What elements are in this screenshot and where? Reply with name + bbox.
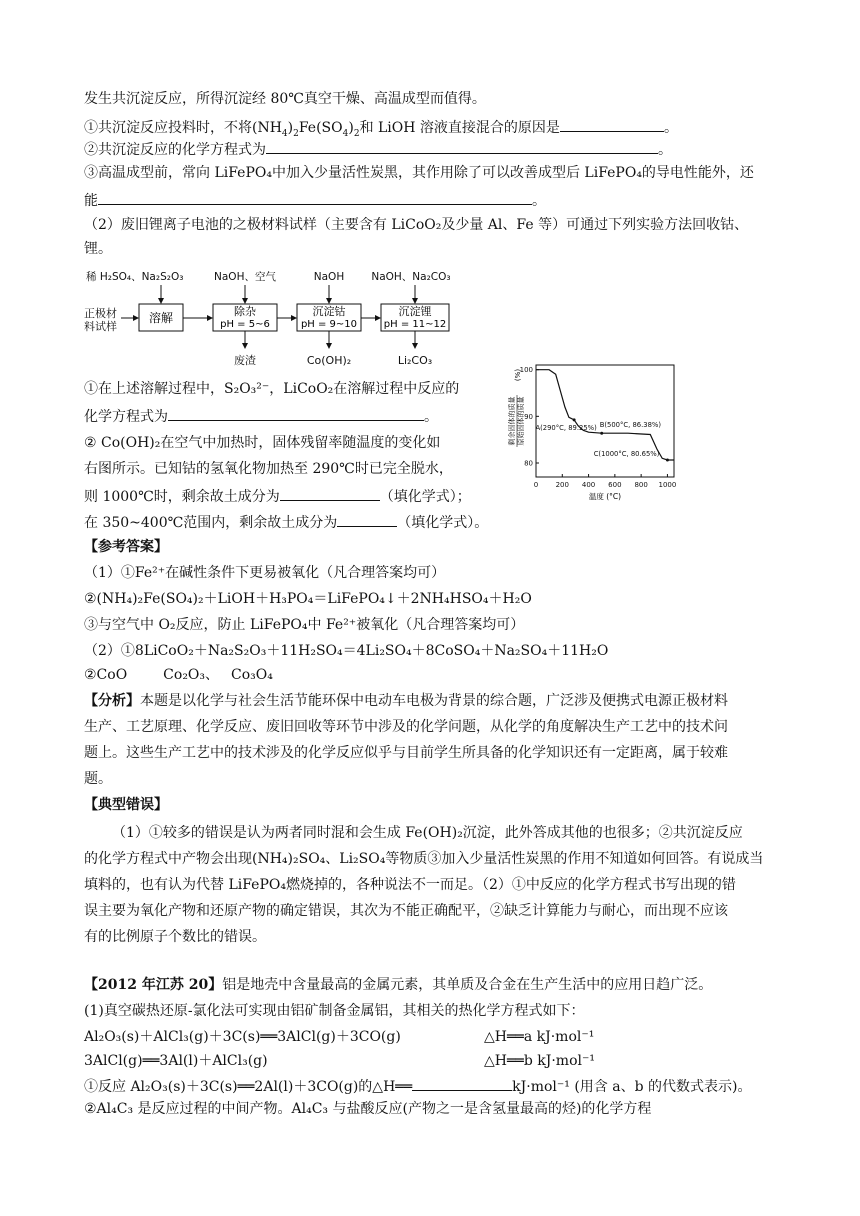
x-tick-label: 1000 — [658, 481, 677, 489]
text-segment: 能 — [84, 193, 98, 209]
text-segment: （填化学式）。 — [397, 515, 489, 531]
y-tick-label: 80 — [524, 459, 533, 468]
data-point — [573, 418, 576, 421]
flow-reagent: 稀 H₂SO₄、Na₂S₂O₃ — [86, 271, 184, 283]
text-segment: ) — [287, 120, 294, 136]
text-segment: ②共沉淀反应的化学方程式为 — [84, 142, 266, 158]
flow-box-label: pH = 9~10 — [300, 319, 358, 330]
y-axis-label: 原始固体的质量 — [517, 396, 525, 446]
answer-blank[interactable] — [412, 1076, 512, 1091]
text-line: 右图所示。已知钴的氢氧化物加热至 290℃时已完全脱水， — [84, 461, 453, 477]
text-line: ②Al₄C₃ 是反应过程的中间产物。Al₄C₃ 与盐酸反应(产物之一是含氢量最高的烃)的化学方程 — [84, 1101, 652, 1117]
process-flowchart — [84, 266, 484, 378]
question-title: 【2012 年江苏 20】 — [84, 977, 223, 993]
flow-box-label: 除杂 — [234, 305, 256, 318]
point-label: A(290°C, 89.25%) — [535, 423, 597, 432]
text-segment: 和 LiOH 溶液直接混合的原因是 — [359, 120, 560, 136]
point-label: B(500°C, 86.38%) — [599, 421, 662, 430]
question-line: 能 。 — [84, 190, 546, 210]
flow-reagent: NaOH、空气 — [214, 271, 276, 283]
answer-blank[interactable] — [266, 139, 658, 154]
analysis-line: 题。 — [84, 771, 112, 787]
flow-box-label: pH = 11~12 — [383, 319, 447, 330]
answer-blank[interactable] — [280, 486, 380, 501]
answer-heading: 【参考答案】 — [84, 539, 168, 555]
text-line: ①在上述溶解过程中，S₂O₃²⁻，LiCoO₂在溶解过程中反应的 — [84, 381, 460, 397]
text-line: （2）废旧锂离子电池的之极材料试样（主要含有 LiCoO₂及少量 Al、Fe 等）可通过下列实验方法回收钴、 — [84, 217, 749, 233]
text-line: 发生共沉淀反应，所得沉淀经 80℃真空干燥、高温成型而值得。 — [84, 91, 486, 107]
text-segment: ) — [348, 120, 354, 136]
chart-series — [536, 370, 674, 460]
answer-line: （1）①Fe²⁺在碱性条件下更易被氧化（凡合理答案均可） — [84, 565, 446, 581]
data-point — [600, 432, 603, 435]
flow-input-label: 正极材 — [84, 307, 117, 320]
text-segment: ②CoO — [84, 667, 128, 683]
x-tick-label: 0 — [533, 481, 539, 489]
text-line: ③高温成型前，常向 LiFePO₄中加入少量活性炭黑，其作用除了可以改善成型后 LiFePO₄的导电性能外，还 — [84, 165, 754, 181]
answer-blank[interactable] — [98, 190, 532, 205]
errors-line: 误主要为氧化产物和还原产物的确定错误，其次为不能正确配平，②缺乏计算能力与耐心，而出现不应该 — [84, 903, 728, 919]
x-tick-label: 800 — [634, 481, 648, 489]
text-segment: Fe(SO — [298, 120, 343, 136]
answer-line: （2）①8LiCoO₂＋Na₂S₂O₃＋11H₂SO₄＝4Li₂SO₄＋8CoSO₄＋Na₂SO₄＋11H₂O — [84, 643, 609, 659]
flow-reagent: NaOH — [313, 271, 345, 283]
flow-output: Li₂CO₃ — [397, 354, 433, 367]
answer-blank[interactable] — [560, 117, 664, 132]
answer-line: ③与空气中 O₂反应，防止 LiFePO₄中 Fe²⁺被氧化（凡合理答案均可） — [84, 617, 525, 633]
analysis-line — [84, 692, 728, 710]
question-line: ①共沉淀反应投料时，不将$(NH_4)_2Fe(SO_4)_2$和 LiOH 溶液直接混合的原因是 。 — [84, 117, 678, 137]
text-segment: Co₃O₄ — [231, 667, 273, 683]
data-point — [666, 458, 669, 461]
question-line — [84, 1076, 751, 1096]
answer-line — [84, 666, 273, 684]
y-tick-label: 100 — [519, 366, 533, 375]
x-tick-label: 600 — [608, 481, 622, 489]
text-segment: Co₂O₃、 — [163, 667, 220, 683]
equation: 3AlCl(g)══3Al(l)＋AlCl₃(g) — [84, 1053, 268, 1069]
errors-line: 有的比例原子个数比的错误。 — [84, 929, 266, 945]
text-segment: ①共沉淀反应投料时，不将(NH — [84, 120, 282, 136]
text-segment: （填化学式）； — [379, 489, 471, 505]
enthalpy: △H══a kJ·mol⁻¹ — [484, 1029, 595, 1045]
text-line: 锂。 — [84, 241, 112, 257]
equation-line — [84, 1028, 595, 1046]
x-tick-label: 200 — [555, 481, 569, 489]
answer-blank[interactable] — [168, 406, 424, 421]
flow-input-label: 料试样 — [84, 320, 117, 333]
errors-heading: 【典型错误】 — [84, 797, 168, 813]
answer-blank[interactable] — [337, 512, 397, 527]
question-line: ②共沉淀反应的化学方程式为 。 — [84, 139, 672, 159]
question-line — [84, 486, 471, 506]
thermogravimetric-chart — [492, 355, 682, 505]
text-segment: 化学方程式为 — [84, 409, 168, 425]
question-line: 化学方程式为 。 — [84, 406, 438, 426]
series-line — [536, 370, 674, 460]
errors-line: （1）①较多的错误是认为两者同时混和会生成 Fe(OH)₂沉淀，此外答成其他的也很多；②共沉淀反应 — [112, 825, 743, 841]
text-segment: 铝是地壳中含量最高的金属元素，其单质及合金在生产生活中的应用日趋广泛。 — [222, 977, 713, 993]
flow-output: Co(OH)₂ — [306, 354, 352, 367]
errors-line: 填料的，也有认为代替 LiFePO₄燃烧掉的，各种说法不一而足。（2）①中反应的化学方程式书写出现的错 — [84, 877, 736, 893]
point-label: C(1000°C, 80.65%) — [593, 449, 660, 458]
text-line: ② Co(OH)₂在空气中加热时，固体残留率随温度的变化如 — [84, 435, 441, 451]
y-axis-label: 剩余固体的质量 — [508, 396, 516, 446]
flow-box-label: 沉淀钴 — [312, 305, 346, 318]
x-axis-label: 温度 (°C) — [588, 492, 622, 501]
flow-reagent: NaOH、Na₂CO₃ — [371, 271, 451, 283]
y-tick-label: 90 — [524, 412, 533, 421]
analysis-label: 【分析】 — [84, 693, 140, 709]
equation-line — [84, 1052, 595, 1070]
question-title-line — [84, 976, 712, 994]
text-segment: 本题是以化学与社会生活节能环保中电动车电极为背景的综合题，广泛涉及便携式电源正极材料 — [140, 693, 728, 709]
answer-line: ②(NH₄)₂Fe(SO₄)₂＋LiOH＋H₃PO₄＝LiFePO₄↓＋2NH₄HSO₄＋H₂O — [84, 591, 532, 607]
errors-line: 的化学方程式中产物会出现(NH₄)₂SO₄、Li₂SO₄等物质③加入少量活性炭黑的作用不知道如何回答。有说成当 — [84, 851, 764, 867]
flow-box-label: 沉淀锂 — [398, 305, 432, 318]
analysis-line: 题上。这些生产工艺中的技术涉及的化学反应似乎与目前学生所具备的化学知识还有一定距离，属于较难 — [84, 745, 728, 761]
x-tick-label: 400 — [581, 481, 596, 489]
text-segment: 在 350~400℃范围内，剩余故土成分为 — [84, 515, 338, 531]
flow-output: 废渣 — [234, 354, 256, 367]
y-axis-unit: (%) — [514, 368, 522, 382]
question-line — [84, 512, 488, 532]
equation: Al₂O₃(s)＋AlCl₃(g)＋3C(s)══3AlCl(g)＋3CO(g) — [84, 1029, 401, 1045]
analysis-line: 生产、工艺原理、化学反应、废旧回收等环节中涉及的化学问题，从化学的角度解决生产工艺中的技术问 — [84, 719, 728, 735]
text-segment: ①反应 Al₂O₃(s)＋3C(s)══2Al(l)＋3CO(g)的△H══ — [84, 1079, 413, 1095]
chart-points — [535, 418, 668, 461]
enthalpy: △H══b kJ·mol⁻¹ — [484, 1053, 595, 1069]
text-segment: kJ·mol⁻¹ (用含 a、b 的代数式表示)。 — [512, 1079, 752, 1095]
flow-box-label: 溶解 — [148, 311, 174, 325]
flow-box-label: pH = 5~6 — [220, 319, 270, 330]
text-line: (1)真空碳热还原-氯化法可实现由铝矿制备金属铝，其相关的热化学方程式如下： — [84, 1003, 585, 1019]
text-segment: 则 1000℃时，剩余故土成分为 — [84, 489, 280, 505]
